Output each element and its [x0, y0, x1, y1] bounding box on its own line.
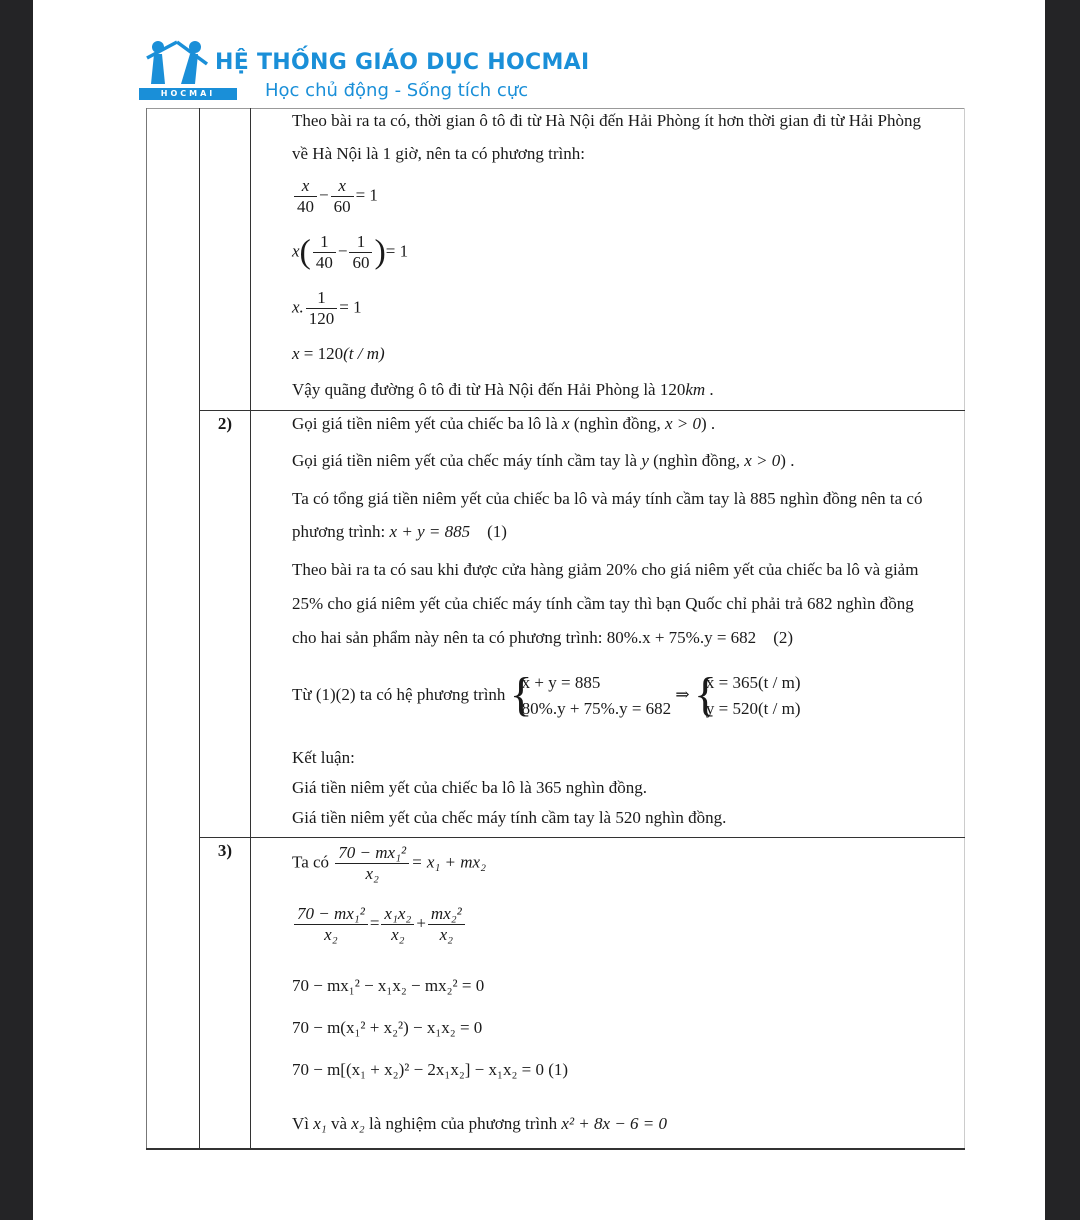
p1-equation-2 — [292, 232, 408, 273]
text: phương trình: — [292, 522, 390, 541]
table-right-border — [964, 108, 965, 1150]
text: và — [326, 1114, 352, 1133]
frac-den: 60 — [333, 197, 351, 216]
rhs: = 1 — [385, 241, 409, 261]
p1-line-1: Theo bài ra ta có, thời gian ô tô đi từ Hà Nội đến Hải Phòng ít hơn thời gian đi từ Hải Phòng — [292, 111, 921, 130]
system-row: 80%.y + 75%.y = 682 — [521, 699, 672, 718]
p1-conclusion — [292, 380, 714, 400]
var-x: x — [292, 241, 300, 261]
p3-line-5: 70 − m[(x₁ + x₂)² − 2x₁x₂] − x₁x₂ = 0 (1) — [292, 1060, 569, 1079]
frac-num: x — [331, 176, 354, 197]
p2-line-10: Giá tiền niêm yết của chiếc ba lô là 365 nghìn đồng. — [292, 778, 648, 797]
system-row: x = 365(t / m) — [705, 673, 801, 692]
implies-arrow: ⇒ — [675, 684, 690, 704]
left-paren: ( — [299, 233, 311, 271]
frac-num: x — [294, 176, 317, 197]
equation: x² + 8x − 6 = 0 — [561, 1114, 668, 1133]
brand-title: HỆ THỐNG GIÁO DỤC HOCMAI — [215, 50, 590, 75]
frac-num: 70 − mx₁² — [294, 904, 368, 925]
unit-km: km — [685, 380, 706, 399]
var-x2: x₂ — [351, 1114, 365, 1133]
value: = 120 — [299, 344, 344, 363]
p2-line-5: Theo bài ra ta có sau khi được cửa hàng giảm 20% cho giá niêm yết của chiếc ba lô và giảm — [292, 560, 919, 579]
condition: x > 0 — [664, 414, 701, 433]
equation: 80%.x + 75%.y = 682 — [606, 628, 757, 647]
text: Ta có — [292, 852, 334, 872]
equation-tag: (2) — [773, 628, 794, 647]
p1-equation-1 — [292, 176, 378, 217]
frac-den: x₂ — [391, 925, 405, 944]
brace: { — [509, 668, 533, 721]
text: Gọi giá tiền niêm yết của chếc máy tính cầm tay là — [292, 451, 642, 470]
p3-line-2 — [292, 904, 467, 945]
p2-line-9: Kết luận: — [292, 748, 355, 767]
unit: (t / m) — [343, 344, 385, 363]
minus: − — [319, 185, 329, 205]
frac-num: 70 − mx₁² — [335, 843, 409, 864]
frac-den: x₂ — [365, 864, 379, 883]
period: . — [705, 380, 714, 399]
frac-num: x₁x₂ — [381, 904, 414, 925]
system-row: x + y = 885 — [521, 673, 601, 692]
column-divider-1 — [199, 108, 200, 1150]
rhs: = x₁ + mx₂ — [411, 852, 486, 872]
row-divider-3 — [199, 837, 965, 838]
equation-tag: (1) — [487, 522, 507, 541]
text: (nghìn đồng, — [648, 451, 745, 470]
brand-slogan: Học chủ động - Sống tích cực — [265, 80, 529, 101]
solution-table — [146, 108, 965, 1150]
equals: = — [369, 913, 380, 933]
p3-line-1 — [292, 843, 486, 884]
text: Vì — [292, 1114, 314, 1133]
brace: { — [693, 668, 717, 721]
document-page — [33, 0, 1045, 1220]
conclusion-text: Vậy quãng đường ô tô đi từ Hà Nội đến Hải Phòng là 120 — [292, 380, 686, 399]
plus: + — [416, 913, 426, 933]
var-x: x. — [292, 297, 304, 317]
var: y — [641, 451, 649, 470]
condition: x > 0 — [744, 451, 781, 470]
p3-line-4: 70 − m(x₁² + x₂²) − x₁x₂ = 0 — [292, 1018, 483, 1037]
p2-line-8 — [292, 670, 801, 722]
part-2-number: 2) — [217, 414, 233, 433]
p2-line-6: 25% cho giá niêm yết của chiếc máy tính cầm tay thì bạn Quốc chỉ phải trả 682 nghìn đồng — [292, 594, 914, 613]
p1-equation-4 — [292, 344, 385, 364]
text: là nghiệm của phương trình — [364, 1114, 562, 1133]
text: Gọi giá tiền niêm yết của chiếc ba lô là — [292, 414, 563, 433]
frac-num: 1 — [349, 232, 372, 253]
text: ) . — [780, 451, 795, 470]
p1-line-2: về Hà Nội là 1 giờ, nên ta có phương trình: — [292, 144, 585, 163]
frac-num: 1 — [313, 232, 336, 253]
column-divider-2 — [250, 108, 251, 1150]
table-bottom-border — [146, 1148, 965, 1150]
p2-line-7 — [292, 628, 793, 648]
equation-system-2 — [694, 670, 801, 722]
p2-line-3: Ta có tổng giá tiền niêm yết của chiếc ba lô và máy tính cầm tay là 885 nghìn đồng nên ta có — [292, 489, 923, 508]
equation: x + y = 885 — [389, 522, 471, 541]
frac-num: mx₂² — [428, 904, 465, 925]
var-x: x — [292, 344, 300, 363]
p3-line-6 — [292, 1114, 667, 1134]
logo-badge: HOCMAI — [139, 88, 237, 100]
p1-equation-3 — [292, 288, 362, 329]
p3-line-3: 70 − mx₁² − x₁x₂ − mx₂² = 0 — [292, 976, 485, 995]
frac-den: x₂ — [439, 925, 454, 944]
row-divider-2 — [199, 410, 965, 411]
frac-den: x₂ — [324, 925, 338, 944]
frac-den: 120 — [308, 309, 335, 328]
p2-line-2 — [292, 451, 794, 471]
text: cho hai sản phẩm này nên ta có phương trình: — [292, 628, 607, 647]
page-header — [33, 0, 1045, 108]
table-left-border — [146, 108, 147, 1150]
right-paren: ) — [374, 233, 386, 271]
table-top-border — [146, 108, 965, 109]
p2-line-11: Giá tiền niêm yết của chếc máy tính cầm tay là 520 nghìn đồng. — [292, 808, 727, 827]
part-3-number: 3) — [217, 841, 233, 860]
rhs: = 1 — [339, 297, 362, 317]
frac-num: 1 — [306, 288, 338, 309]
frac-den: 60 — [352, 253, 370, 272]
text: ) . — [700, 414, 716, 433]
frac-den: 40 — [297, 197, 314, 216]
var: x — [562, 414, 570, 433]
text: (nghìn đồng, — [569, 414, 665, 433]
p2-line-4 — [292, 522, 507, 542]
minus: − — [337, 241, 348, 261]
rhs: = 1 — [355, 185, 378, 205]
equation-system-1 — [510, 670, 672, 722]
text: Từ (1)(2) ta có hệ phương trình — [292, 684, 510, 704]
frac-den: 40 — [315, 253, 333, 272]
p2-line-1 — [292, 414, 715, 434]
var-x1: x₁ — [313, 1114, 327, 1133]
system-row: y = 520(t / m) — [705, 699, 801, 718]
